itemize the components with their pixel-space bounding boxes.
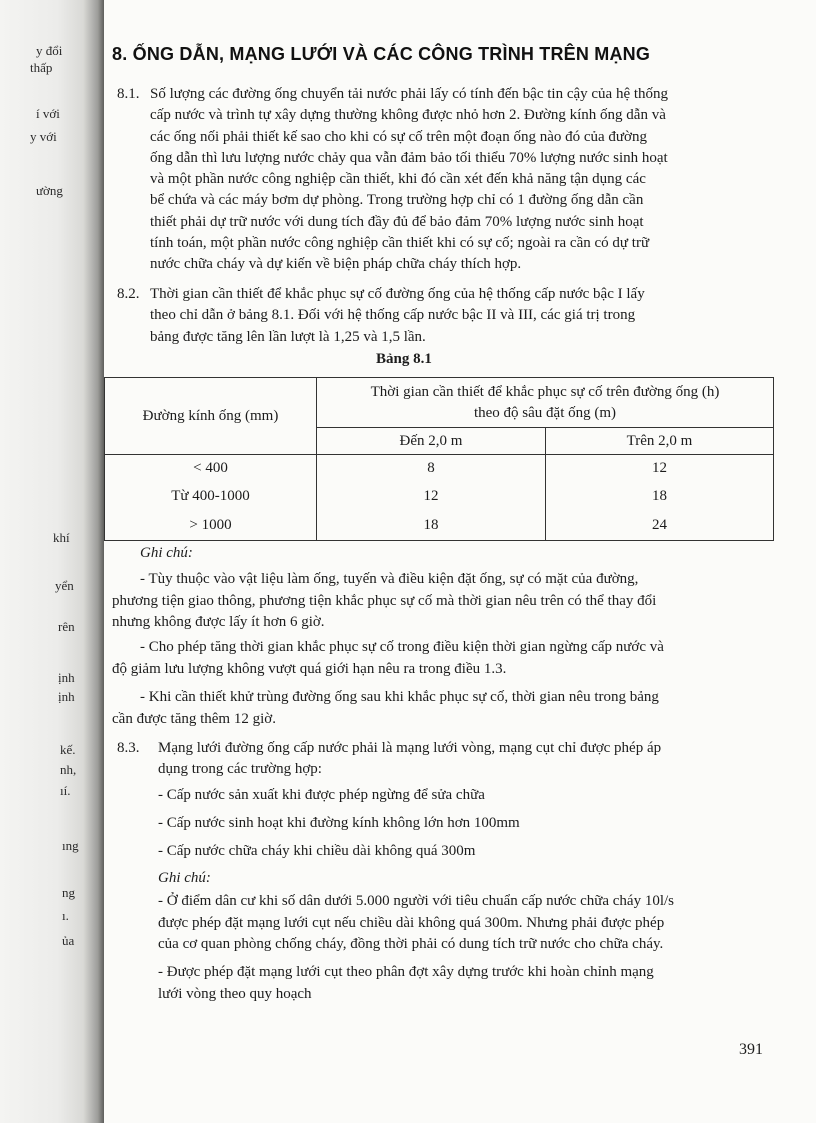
- table-row: [105, 455, 774, 483]
- cell-up-to-2m: 12: [317, 483, 546, 511]
- text-line: các ống nối phải thiết kế sao cho khi có sự cố trên một đoạn ống nào đó của đường: [150, 128, 647, 145]
- text-line: nhưng không được lấy ít hơn 6 giờ.: [112, 614, 325, 630]
- group-header-line: Thời gian cần thiết để khắc phục sự cố trên đường ống (h): [370, 383, 720, 400]
- column-header-diameter: Đường kính ống (mm): [105, 378, 317, 455]
- text-line: ống dẫn thì lưu lượng nước chảy qua vẫn đảm bảo tối thiểu 70% lượng nước sinh hoạt: [150, 149, 668, 166]
- table-caption: Bảng 8.1: [376, 351, 432, 367]
- text-line: của cơ quan phòng chống cháy, đồng thời phải có dung tích trữ nước cho chữa cháy.: [158, 936, 664, 952]
- text-line: Số lượng các đường ống chuyển tải nước phải lấy có tính đến bậc tin cậy của hệ thống: [150, 86, 669, 102]
- note-item: [112, 569, 768, 634]
- paragraph-8-3: [117, 738, 768, 781]
- column-group-header: [317, 378, 774, 428]
- margin-word: ủa: [62, 933, 75, 948]
- note-heading: Ghi chú:: [140, 545, 193, 561]
- table-row: [105, 483, 774, 511]
- paragraph-8-2: [117, 284, 766, 348]
- cell-over-2m: 24: [546, 511, 774, 541]
- margin-word: khí: [53, 530, 70, 545]
- text-line: tính toán, một phần nước công nghiệp cần thiết khi có sự cố; ngoài ra cần có dự trữ: [150, 235, 650, 252]
- group-header-line: theo độ sâu đặt ống (m): [473, 404, 617, 421]
- text-line: dụng trong các trường hợp:: [158, 761, 322, 778]
- paragraph-number: 8.1.: [117, 86, 140, 102]
- margin-word: ıí.: [60, 783, 71, 798]
- text-line: Thời gian cần thiết để khắc phục sự cố đường ống của hệ thống cấp nước bậc I lấy: [150, 286, 645, 302]
- margin-word: yển: [55, 578, 74, 593]
- text-line: - Tùy thuộc vào vật liệu làm ống, tuyến và điều kiện đặt ống, sự có mặt của đường,: [140, 571, 639, 587]
- text-line: bể chứa và các máy bơm dự phòng. Trong trường hợp chỉ có 1 đường ống dẫn cần: [150, 192, 644, 209]
- margin-word: í với: [36, 106, 60, 121]
- margin-word: ıng: [62, 838, 79, 853]
- note-item: [158, 962, 768, 1005]
- cell-over-2m: 12: [546, 455, 774, 483]
- column-header-up-to-2m: Đến 2,0 m: [317, 428, 546, 455]
- column-header-over-2m: Trên 2,0 m: [546, 428, 774, 455]
- text-line: - Khi cần thiết khử trùng đường ống sau khi khắc phục sự cố, thời gian nêu trong bảng: [140, 689, 659, 705]
- text-line: phương tiện giao thông, phương tiện khắc phục sự cố mà thời gian nêu trên có thể thay đổi: [112, 592, 657, 609]
- note-heading: Ghi chú:: [158, 870, 211, 886]
- cell-diameter: > 1000: [105, 511, 317, 541]
- note-item: [112, 687, 768, 730]
- text-line: cấp nước và trình tự xây dựng thường không được nhỏ hơn 2. Đường kính ống dẫn và: [150, 107, 666, 124]
- section-title: 8. ỐNG DẪN, MẠNG LƯỚI VÀ CÁC CÔNG TRÌNH TRÊN MẠNG: [112, 44, 651, 64]
- margin-word: ı.: [62, 908, 69, 923]
- text-line: cần được tăng thêm 12 giờ.: [112, 710, 276, 727]
- table-row: [105, 511, 774, 541]
- margin-word: ường: [36, 183, 63, 198]
- list-item: - Cấp nước sản xuất khi được phép ngừng để sửa chữa: [158, 787, 485, 803]
- margin-word: nh,: [60, 762, 77, 777]
- text-line: được phép đặt mạng lưới cụt nếu chiều dài không quá 300m. Nhưng phải được phép: [158, 914, 665, 931]
- text-line: - Cho phép tăng thời gian khắc phục sự cố trong điều kiện thời gian ngừng cấp nước và: [140, 639, 664, 655]
- text-line: Mạng lưới đường ống cấp nước phải là mạng lưới vòng, mạng cụt chỉ được phép áp: [158, 740, 662, 756]
- text-line: độ giảm lưu lượng không vượt quá giới hạn nêu ra trong điều 1.3.: [112, 660, 507, 677]
- text-line: - Ở điểm dân cư khi số dân dưới 5.000 người với tiêu chuẩn cấp nước chữa cháy 10l/s: [158, 893, 675, 909]
- text-line: theo chỉ dẫn ở bảng 8.1. Đối với hệ thống cấp nước bậc II và III, các giá trị trong: [150, 307, 636, 324]
- paragraph-number: 8.3.: [117, 740, 140, 756]
- text-line: - Được phép đặt mạng lưới cụt theo phân đợt xây dựng trước khi hoàn chỉnh mạng: [158, 964, 654, 980]
- cell-up-to-2m: 8: [317, 455, 546, 483]
- paragraph-number: 8.2.: [117, 286, 140, 302]
- table-8-1: [104, 377, 774, 541]
- list-item: - Cấp nước sinh hoạt khi đường kính không lớn hơn 100mm: [158, 815, 520, 831]
- margin-word: ịnh: [58, 689, 75, 704]
- page-number: 391: [739, 1041, 763, 1058]
- cell-diameter: Từ 400-1000: [105, 483, 317, 511]
- margin-word: thấp: [30, 60, 53, 75]
- margin-word: rên: [58, 619, 75, 634]
- book-gutter-shadow: [0, 0, 104, 1123]
- cell-up-to-2m: 18: [317, 511, 546, 541]
- note-item: [158, 891, 768, 956]
- text-line: và một phần nước công nghiệp cần thiết, khi đó cần xét đến khả năng tận dụng các: [150, 171, 646, 188]
- paragraph-8-1: [117, 84, 766, 276]
- margin-word: y đổi: [36, 43, 63, 58]
- text-line: nước chữa cháy và dự kiến về biện pháp chữa cháy thích hợp.: [150, 256, 522, 273]
- margin-word: y với: [30, 129, 57, 144]
- list-item: - Cấp nước chữa cháy khi chiều dài không quá 300m: [158, 843, 476, 859]
- text-line: thiết phải dự trữ nước với dung tích đầy đủ để bảo đảm 70% lượng nước sinh hoạt: [150, 213, 644, 230]
- margin-word: ng: [62, 885, 75, 900]
- text-line: lưới vòng theo quy hoạch: [158, 985, 312, 1002]
- note-item: [112, 637, 768, 680]
- margin-word: kế.: [60, 742, 76, 757]
- margin-word: ịnh: [58, 670, 75, 685]
- cell-over-2m: 18: [546, 483, 774, 511]
- cell-diameter: < 400: [105, 455, 317, 483]
- text-line: bảng được tăng lên lần lượt là 1,25 và 1,5 lần.: [150, 328, 426, 345]
